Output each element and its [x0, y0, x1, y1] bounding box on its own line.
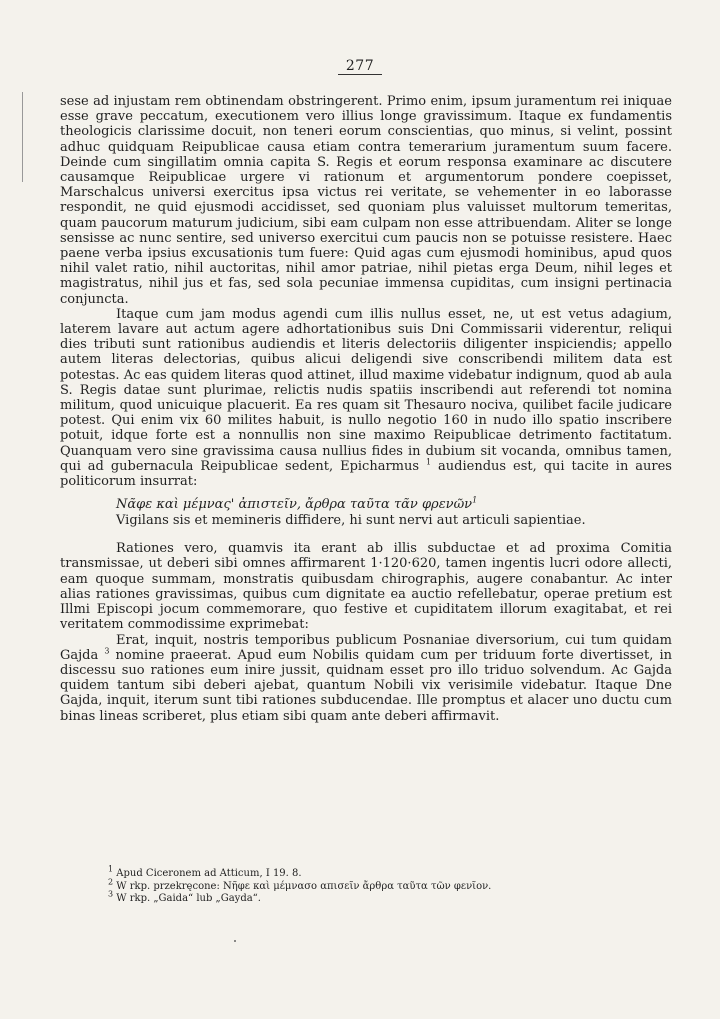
paragraph-4: Erat, inquit, nostris temporibus publicum Posnaniae diversorium, cui tum quidam Gajda $^3$ nomine praeerat. Apud eum Nobilis quidam cum per triduum forte divertisset, in discessu suo rationes eum inire jussit, quidnam esset pro illo triduo solvendum. Ac Gajda quidem tantum sibi deberi ajebat, quantum Nobili vix verisimile videbatur. Itaque Dne Gajda, inquit, iterum sunt tibi rationes subducendae. Ille promptus et alacer uno ductu cum binas lineas scriberet, plus etiam sibi quam ante deberi affirmavit.: [60, 632, 672, 724]
main-text: [60, 94, 672, 724]
footnote-1: $^1$ Apud Ciceronem ad Atticum, I 19. 8.: [108, 864, 302, 879]
footnote-3: $^3$ W rkp. „Gaida“ lub „Gayda“.: [108, 889, 261, 904]
greek-quote: Νᾶφε καὶ μέμνας' ἀπιστεῖν, ἄρθρα ταῦτα τᾶν φρενῶν$^1$: [116, 495, 478, 513]
page-number: 277: [0, 58, 720, 74]
footnotes: [108, 864, 668, 906]
paragraph-3: Rationes vero, quamvis ita erant ab illis subductae et ad proxima Comitia transmissae, ut deberi sibi omnes affirmarent 1·120·620, tamen ingentis lucri odore allecti, eam quoque summam, monstratis quibusdam chirographis, augere conabantur. Ac inter alias rationes gravissimas, quibus cum dignitate ea auctio refellebatur, operae pretium est Illmi Episcopi jocum commemorare, quo festive et cupiditatem illorum exagitabat, et rei veritatem commodissime exprimebat:: [60, 541, 672, 633]
latin-translation: Vigilans sis et memineris diffidere, hi sunt nervi aut articuli sapientiae.: [116, 513, 586, 529]
paragraph-2: Itaque cum jam modus agendi cum illis nullus esset, ne, ut est vetus adagium, laterem lavare aut actum agere adhortationibus suis Dni Commissarii viderentur, reliqui dies tributi sunt rationibus audiendis et literis delectoriis diligenter inspiciendis; appello autem literas delectorias, quibus alicui deligendi sive conscribendi militem data est potestas. Ac eas quidem literas quod attinet, illud maxime videbatur indignum, quod ab aula S. Regis datae sunt plurimae, relictis nudis spatiis inscribendi aut referendi tot nomina militum, quod unicuique placuerit. Ea res quam sit Thesauro nociva, quilibet facile judicare potest. Qui enim vix 60 milites habuit, is nullo negotio 160 in nudo illo spatio inscribere potuit, idque forte est a nonnullis non sine maximo Reipublicae detrimento factitatum. Quanquam vero sine gravissima causa nullius fides in dubium sit vocanda, omnibus tamen, qui ad gubernacula Reipublicae sedent, Epicharmus $^1$ audiendus est, qui tacite in aures politicorum insurrat:: [60, 306, 672, 490]
paragraph-1: sese ad injustam rem obtinendam obstringerent. Primo enim, ipsum juramentum rei iniquae esse grave peccatum, executionem vero illius longe gravissimum. Itaque ex fundamentis theologicis clarissime docuit, non teneri eorum conscientias, quo minus, si velint, possint adhuc quidquam Reipublicae causa etiam contra temerarium juramentum suum facere. Deinde cum singillatim omnia capita S. Regis et eorum responsa examinare ac discutere causamque Reipublicae urgere vi rationum et argumentorum pondere coepisset, Marschalcus universi exercitus ipsa victus rei veritate, se vehementer in eo laborasse respondit, ne quid ejusmodi accidisset, sed quoniam plus valuisset multorum temeritas, quam paucorum maturum judicium, sibi eam culpam non esse attribuendam. Aliter se longe sensisse ac nunc sentire, sed universo exercitui cum paucis non se potuisse resistere. Haec paene verba ipsius excusationis tum fuere: Quid agas cum ejusmodi hominibus, apud quos nihil valet ratio, nihil auctoritas, nihil amor patriae, nihil pietas erga Deum, nihil leges et magistratus, nihil jus et fas, sed sola pecuniae immensa cupiditas, cum insigni pertinacia conjuncta.: [60, 94, 672, 307]
footnote-ref-3: 3: [104, 646, 110, 656]
ink-spot: [234, 940, 236, 942]
margin-mark: [22, 92, 23, 182]
footnote-ref-1: 1: [426, 457, 432, 467]
epicharmus-quote: [60, 497, 672, 529]
footnote-2: $^2$ W rkp. przekręcone: Νῆφε καὶ μέμνασο απισεῖν ἄρθρα ταῦτα τῶν φενῖον.: [108, 877, 492, 892]
footnote-ref-2: 1: [472, 495, 478, 505]
